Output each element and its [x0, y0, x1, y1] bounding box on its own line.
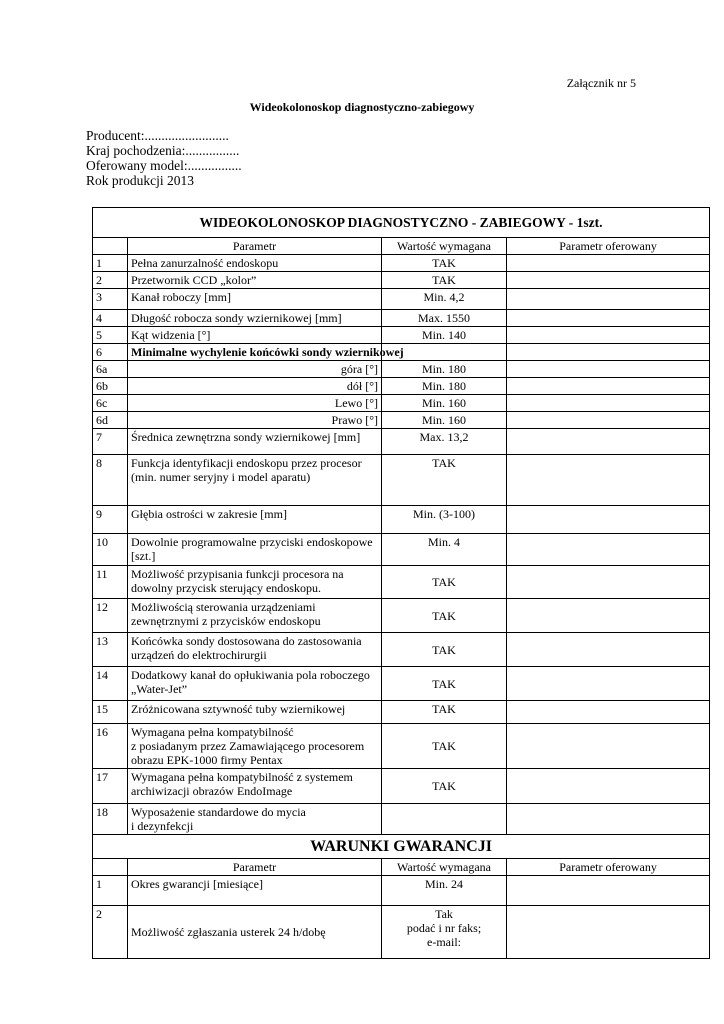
annex-label: Załącznik nr 5: [566, 76, 636, 90]
row-required: TAK: [382, 769, 507, 804]
row-param: Głębia ostrości w zakresie [mm]: [128, 506, 382, 534]
row-param-line: Wymagana pełna kompatybilność z systemem: [131, 770, 353, 784]
row-param-line: Możliwość przypisania funkcji procesora na: [131, 567, 344, 581]
row-number: 8: [93, 455, 128, 506]
table-row: [93, 804, 710, 835]
table-row: [93, 429, 710, 455]
row-number: 3: [93, 289, 128, 310]
row-offered[interactable]: [507, 344, 710, 361]
row-required: TAK: [382, 667, 507, 701]
row-param-line: Wymagana pełna kompatybilność: [131, 725, 294, 739]
row-number: 2: [93, 272, 128, 289]
row-param: Kąt widzenia [°]: [128, 327, 382, 344]
row-offered[interactable]: [507, 566, 710, 599]
header-no: [93, 238, 128, 255]
row-offered[interactable]: [507, 378, 710, 395]
row-param: [128, 566, 382, 599]
row-param: Minimalne wychylenie końcówki sondy wziernikowej: [128, 344, 382, 361]
row-offered[interactable]: [507, 667, 710, 701]
row-offered[interactable]: [507, 310, 710, 327]
table-row: [93, 412, 710, 429]
model-field: Oferowany model:................: [86, 158, 242, 173]
table-row: [93, 599, 710, 633]
row-param: Pełna zanurzalność endoskopu: [128, 255, 382, 272]
table-row: [93, 506, 710, 534]
table-row: [93, 667, 710, 701]
table-row: [93, 272, 710, 289]
row-offered[interactable]: [507, 876, 710, 906]
header-offered: Parametr oferowany: [507, 859, 710, 876]
header-no: [93, 859, 128, 876]
row-offered[interactable]: [507, 724, 710, 769]
row-number: 7: [93, 429, 128, 455]
warranty-row: [93, 906, 710, 959]
row-param-line: Dowolnie programowalne przyciski endoskopowe: [131, 535, 373, 549]
table-row: [93, 378, 710, 395]
row-number: 9: [93, 506, 128, 534]
row-param-line: obrazu EPK-1000 firmy Pentax: [131, 753, 283, 767]
row-offered[interactable]: [507, 327, 710, 344]
row-number: 5: [93, 327, 128, 344]
row-number: 18: [93, 804, 128, 835]
table-row: [93, 724, 710, 769]
row-offered[interactable]: [507, 289, 710, 310]
row-required-line: Tak: [435, 907, 453, 921]
row-param: góra [°]: [128, 361, 382, 378]
row-number: 10: [93, 534, 128, 566]
row-required: Min. 4,2: [382, 289, 507, 310]
row-number: 1: [93, 255, 128, 272]
row-param-line: [szt.]: [131, 549, 156, 563]
section-title-warranty: WARUNKI GWARANCJI: [93, 835, 710, 859]
row-number: 12: [93, 599, 128, 633]
row-offered[interactable]: [507, 769, 710, 804]
row-offered[interactable]: [507, 701, 710, 724]
warranty-row: [93, 876, 710, 906]
table-row: [93, 566, 710, 599]
header-required: Wartość wymagana: [382, 859, 507, 876]
row-param-line: „Water-Jet”: [131, 682, 188, 696]
row-param: [128, 633, 382, 667]
table-row: [93, 633, 710, 667]
document-title: Wideokolonoskop diagnostyczno-zabiegowy: [249, 100, 475, 114]
table-row: [93, 344, 710, 361]
row-required: Max. 13,2: [382, 429, 507, 455]
row-offered[interactable]: [507, 804, 710, 835]
table-row: [93, 289, 710, 310]
row-number: 16: [93, 724, 128, 769]
table-row: [93, 327, 710, 344]
table-row: [93, 455, 710, 506]
row-offered[interactable]: [507, 534, 710, 566]
row-offered[interactable]: [507, 395, 710, 412]
row-param: Średnica zewnętrzna sondy wziernikowej [mm]: [128, 429, 382, 455]
row-required: TAK: [382, 701, 507, 724]
row-offered[interactable]: [507, 272, 710, 289]
row-offered[interactable]: [507, 633, 710, 667]
row-param: [128, 769, 382, 804]
row-param-line: Możliwością sterowania urządzeniami: [131, 600, 316, 614]
row-number: 11: [93, 566, 128, 599]
producer-field: Producent:.........................: [86, 128, 229, 143]
row-param-line: (min. numer seryjny i model aparatu): [131, 470, 311, 484]
row-param-line: z posiadanym przez Zamawiającego procesorem: [131, 739, 365, 753]
row-param-line: dowolny przycisk sterujący endoskopu.: [131, 581, 321, 595]
year-field: Rok produkcji 2013: [86, 173, 194, 188]
section-title-device: WIDEOKOLONOSKOP DIAGNOSTYCZNO - ZABIEGOWY - 1szt.: [93, 208, 710, 238]
header-required: Wartość wymagana: [382, 238, 507, 255]
row-param-line: i dezynfekcji: [131, 819, 194, 833]
header-param: Parametr: [128, 238, 382, 255]
row-required-line: e-mail:: [427, 935, 461, 949]
row-param: Zróżnicowana sztywność tuby wziernikowej: [128, 701, 382, 724]
row-offered[interactable]: [507, 599, 710, 633]
table-row: [93, 769, 710, 804]
row-param: Prawo [°]: [128, 412, 382, 429]
row-required: Min. 4: [382, 534, 507, 566]
specification-table: [92, 207, 710, 959]
row-required: TAK: [382, 599, 507, 633]
row-param: Długość robocza sondy wziernikowej [mm]: [128, 310, 382, 327]
table-row: [93, 534, 710, 566]
row-required-line: podać i nr faks;: [406, 921, 482, 935]
row-param: dół [°]: [128, 378, 382, 395]
row-number: 2: [93, 906, 128, 959]
row-param-line: zewnętrznymi z przycisków endoskopu: [131, 614, 321, 628]
row-number: 6a: [93, 361, 128, 378]
row-number: 6b: [93, 378, 128, 395]
header-offered: Parametr oferowany: [507, 238, 710, 255]
row-required: TAK: [382, 255, 507, 272]
row-required: Min. 180: [382, 361, 507, 378]
row-required: Min. 140: [382, 327, 507, 344]
row-required: Min. 160: [382, 395, 507, 412]
table-row: [93, 361, 710, 378]
row-required: TAK: [382, 455, 507, 506]
row-param: Kanał roboczy [mm]: [128, 289, 382, 310]
row-number: 17: [93, 769, 128, 804]
row-number: 15: [93, 701, 128, 724]
row-param-line: Końcówka sondy dostosowana do zastosowania: [131, 634, 362, 648]
row-required: TAK: [382, 272, 507, 289]
row-param-line: urządzeń do elektrochirurgii: [131, 648, 267, 662]
row-offered[interactable]: [507, 255, 710, 272]
row-required: [382, 906, 507, 959]
row-number: 6: [93, 344, 128, 361]
row-param: [128, 724, 382, 769]
row-offered[interactable]: [507, 506, 710, 534]
row-required: Min. 160: [382, 412, 507, 429]
table-row: [93, 701, 710, 724]
row-offered[interactable]: [507, 906, 710, 959]
row-required: TAK: [382, 724, 507, 769]
row-required: [382, 804, 507, 835]
row-param: Przetwornik CCD „kolor”: [128, 272, 382, 289]
row-param: Okres gwarancji [miesiące]: [128, 876, 382, 906]
row-required: TAK: [382, 633, 507, 667]
row-offered[interactable]: [507, 429, 710, 455]
row-param: Możliwość zgłaszania usterek 24 h/dobę: [128, 906, 382, 959]
row-param: [128, 599, 382, 633]
row-required: Min. 24: [382, 876, 507, 906]
row-offered[interactable]: [507, 361, 710, 378]
row-param: [128, 534, 382, 566]
row-param-line: Dodatkowy kanał do opłukiwania pola roboczego: [131, 668, 370, 682]
row-param: [128, 455, 382, 506]
row-required: Max. 1550: [382, 310, 507, 327]
table-row: [93, 310, 710, 327]
row-param: [128, 667, 382, 701]
row-number: 13: [93, 633, 128, 667]
row-param: Lewo [°]: [128, 395, 382, 412]
row-number: 4: [93, 310, 128, 327]
row-param-line: Funkcja identyfikacji endoskopu przez procesor: [131, 456, 362, 470]
country-field: Kraj pochodzenia:................: [86, 143, 240, 158]
row-number: 14: [93, 667, 128, 701]
row-param-line: archiwizacji obrazów EndoImage: [131, 784, 293, 798]
table-row: [93, 395, 710, 412]
header-param: Parametr: [128, 859, 382, 876]
row-number: 6d: [93, 412, 128, 429]
offer-info: [86, 128, 242, 188]
table-row: [93, 255, 710, 272]
row-offered[interactable]: [507, 455, 710, 506]
row-param: [128, 804, 382, 835]
row-required: TAK: [382, 566, 507, 599]
row-number: 1: [93, 876, 128, 906]
row-offered[interactable]: [507, 412, 710, 429]
row-required: Min. (3-100): [382, 506, 507, 534]
row-number: 6c: [93, 395, 128, 412]
row-required: Min. 180: [382, 378, 507, 395]
row-param-line: Wyposażenie standardowe do mycia: [131, 805, 306, 819]
